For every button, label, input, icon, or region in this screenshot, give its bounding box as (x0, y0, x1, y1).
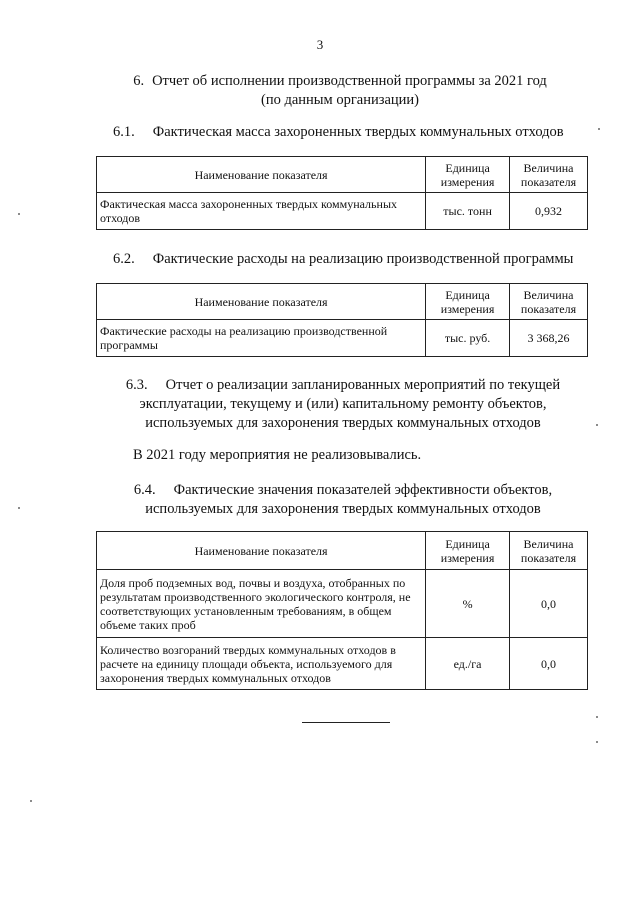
section-6-3-body: В 2021 году мероприятия не реализовывались. (133, 447, 422, 463)
table-6-2-cell-value: 3 368,26 (510, 320, 588, 357)
table-6-4-row1-name: Доля проб подземных вод, почвы и воздуха, отобранных по результатам производственного экологического контроля, не соответствующих установленным требованиям, в общем объеме таких проб (97, 570, 426, 638)
footer-rule (302, 722, 390, 723)
page-number: 3 (316, 37, 324, 52)
table-6-4-row2-value: 0,0 (510, 638, 588, 690)
scan-speck (596, 424, 598, 426)
section-6-3-title-2: эксплуатации, текущему и (или) капитальному ремонту объектов, (139, 396, 547, 412)
scan-speck (598, 128, 600, 130)
table-6-1-header-name: Наименование показателя (97, 157, 426, 193)
table-6-2-header-value: Величина показателя (510, 284, 588, 320)
table-row (97, 193, 588, 230)
table-6-2-header-name: Наименование показателя (97, 284, 426, 320)
section-6-3-number: 6.3. (125, 377, 148, 393)
table-6-1-cell-name: Фактическая масса захороненных твердых коммунальных отходов (97, 193, 426, 230)
section-6-subtitle: (по данным организации) (260, 92, 419, 108)
table-row (97, 320, 588, 357)
section-6-1-title: Фактическая масса захороненных твердых коммунальных отходов (152, 124, 564, 140)
section-6-3-heading (113, 376, 573, 433)
table-6-4-header-value: Величина показателя (510, 532, 588, 570)
table-6-2-header-unit: Единица измерения (426, 284, 510, 320)
table-6-2-cell-name: Фактические расходы на реализацию производственной программы (97, 320, 426, 357)
table-6-4-row2-name: Количество возгораний твердых коммунальных отходов в расчете на единицу площади объекта, используемого для захоронения твердых коммунальных отходов (97, 638, 426, 690)
table-6-1-header-unit: Единица измерения (426, 157, 510, 193)
table-6-1-cell-unit: тыс. тонн (426, 193, 510, 230)
section-6-1-heading (113, 123, 564, 142)
table-6-1-header-value: Величина показателя (510, 157, 588, 193)
section-6-3-title-3: используемых для захоронения твердых коммунальных отходов (145, 415, 541, 431)
section-6-4-heading (113, 481, 573, 519)
table-6-1 (96, 156, 588, 230)
scan-speck (30, 800, 32, 802)
table-row (97, 570, 588, 638)
scan-speck (596, 716, 598, 718)
table-6-4-header-name: Наименование показателя (97, 532, 426, 570)
table-row (97, 638, 588, 690)
section-6-4-line1 (113, 481, 573, 500)
section-6-4-number: 6.4. (133, 482, 156, 498)
scan-speck (18, 507, 20, 509)
section-6-3-line1 (113, 376, 573, 395)
table-6-4 (96, 531, 588, 690)
section-6-heading (130, 72, 550, 110)
section-6-4-title-2: используемых для захоронения твердых коммунальных отходов (145, 501, 541, 517)
section-6-2-title: Фактические расходы на реализацию производственной программы (152, 251, 574, 267)
section-6-2-heading (113, 250, 573, 269)
table-6-2 (96, 283, 588, 357)
section-6-3-title-1: Отчет о реализации запланированных мероприятий по текущей (165, 377, 561, 393)
section-6-2-number: 6.2. (113, 251, 135, 267)
scan-speck (596, 741, 598, 743)
table-6-4-row2-unit: ед./га (426, 638, 510, 690)
table-6-1-cell-value: 0,932 (510, 193, 588, 230)
section-6-line1 (130, 72, 550, 91)
table-6-4-row1-value: 0,0 (510, 570, 588, 638)
scan-speck (18, 213, 20, 215)
section-6-title: Отчет об исполнении производственной программы за 2021 год (152, 73, 547, 89)
table-6-2-cell-unit: тыс. руб. (426, 320, 510, 357)
section-6-4-title-1: Фактические значения показателей эффективности объектов, (173, 482, 553, 498)
table-6-4-row1-unit: % (426, 570, 510, 638)
table-6-4-header-unit: Единица измерения (426, 532, 510, 570)
section-6-1-number: 6.1. (113, 124, 135, 140)
section-6-number: 6. (133, 73, 145, 89)
